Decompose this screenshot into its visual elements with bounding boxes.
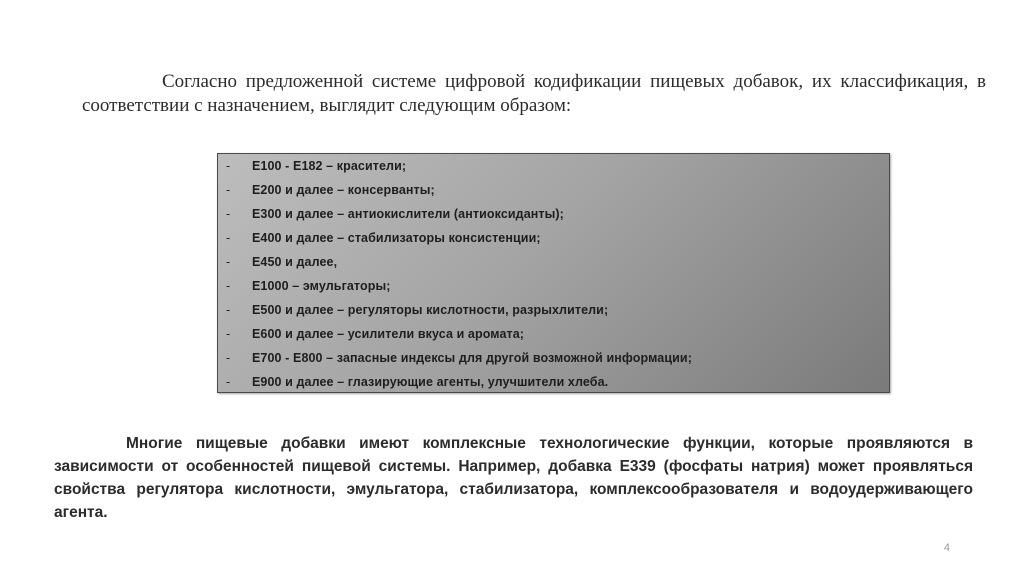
list-item bbox=[226, 178, 881, 202]
intro-paragraph: Согласно предложенной системе цифровой кодификации пищевых добавок, их классификация, в соответствии с назначением, выглядит следующим образом: bbox=[82, 71, 986, 116]
list-item bbox=[226, 250, 881, 274]
additive-codes-list bbox=[226, 154, 881, 394]
bullet-dash: - bbox=[226, 327, 231, 341]
list-item-text: Е200 и далее – консерванты; bbox=[252, 183, 435, 197]
bullet-dash: - bbox=[226, 183, 231, 197]
list-item bbox=[226, 322, 881, 346]
list-item bbox=[226, 346, 881, 370]
bullet-dash: - bbox=[226, 207, 231, 221]
list-item bbox=[226, 226, 881, 250]
bullet-dash: - bbox=[226, 255, 231, 269]
list-item-text: Е900 и далее – глазирующие агенты, улучшители хлеба. bbox=[252, 375, 609, 389]
list-item bbox=[226, 154, 881, 178]
list-item bbox=[226, 298, 881, 322]
list-item bbox=[226, 202, 881, 226]
list-item-text: Е500 и далее – регуляторы кислотности, разрыхлители; bbox=[252, 303, 609, 317]
additive-codes-box bbox=[217, 153, 890, 393]
list-item-text: Е1000 – эмульгаторы; bbox=[252, 279, 391, 293]
list-item-text: Е700 - Е800 – запасные индексы для другой возможной информации; bbox=[252, 351, 692, 365]
list-item-text: Е600 и далее – усилители вкуса и аромата; bbox=[252, 327, 525, 341]
bullet-dash: - bbox=[226, 279, 231, 293]
list-item bbox=[226, 274, 881, 298]
list-item-text: Е300 и далее – антиокислители (антиоксиданты); bbox=[252, 207, 564, 221]
page-number: 4 bbox=[943, 542, 950, 554]
outro-paragraph: Многие пищевые добавки имеют комплексные технологические функции, которые проявляются в зависимости от особенностей пищевой системы. Например, добавка Е339 (фосфаты натрия) может проявляться свойства регулятора кислотности, эмульгатора, стабилизатора, комплексообразователя и водоудерживающего агента. bbox=[54, 435, 973, 521]
bullet-dash: - bbox=[226, 351, 231, 365]
list-item-text: Е450 и далее, bbox=[252, 255, 338, 269]
list-item-text: Е400 и далее – стабилизаторы консистенции; bbox=[252, 231, 541, 245]
bullet-dash: - bbox=[226, 231, 231, 245]
bullet-dash: - bbox=[226, 375, 231, 389]
bullet-dash: - bbox=[226, 159, 231, 173]
list-item bbox=[226, 370, 881, 394]
bullet-dash: - bbox=[226, 303, 231, 317]
list-item-text: Е100 - Е182 – красители; bbox=[252, 159, 407, 173]
